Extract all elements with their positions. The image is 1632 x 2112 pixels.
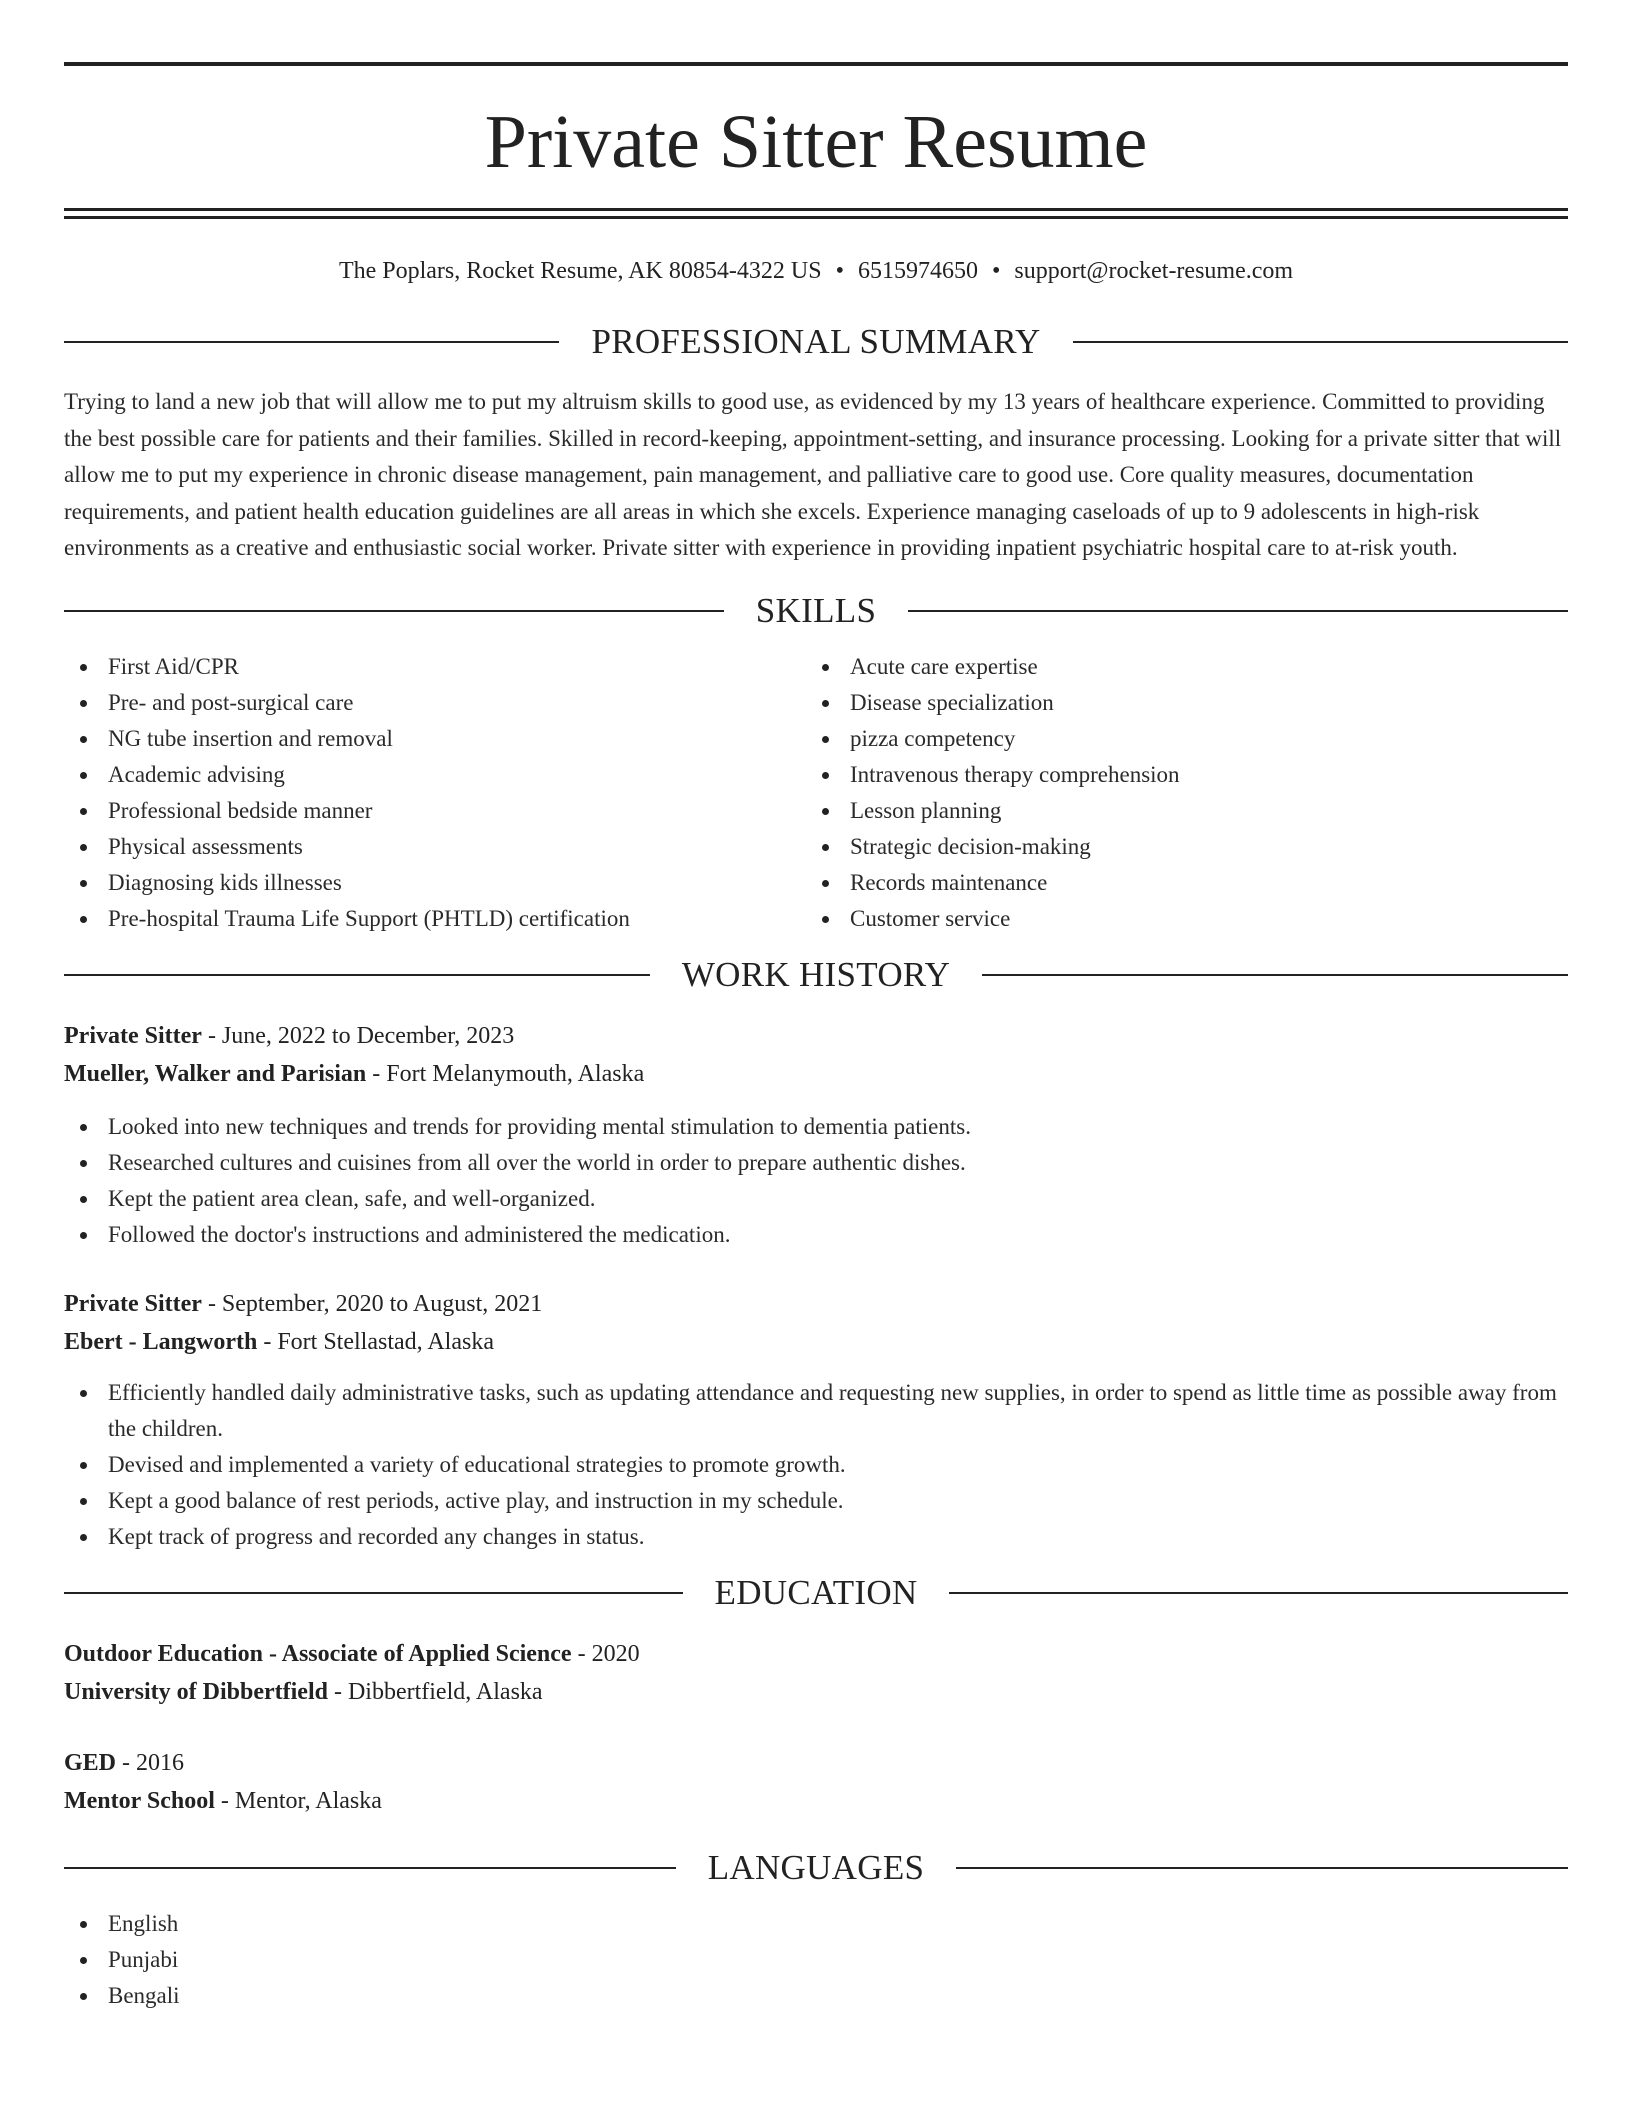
skill-item: Records maintenance: [806, 865, 1548, 901]
contact-separator: •: [991, 258, 1001, 284]
school-name: Mentor School: [64, 1787, 215, 1814]
skill-item: Disease specialization: [806, 685, 1548, 721]
languages-list: [64, 1906, 1568, 2014]
duty-item: Efficiently handled daily administrative tasks, such as updating attendance and requesting new supplies, in order to spend as little time as possible away from the children.: [64, 1375, 1568, 1447]
degree-name: Outdoor Education - Associate of Applied Science: [64, 1640, 572, 1667]
job-entry: [64, 1017, 1568, 1253]
top-rule: [64, 62, 1568, 66]
skill-item: Acute care expertise: [806, 649, 1548, 685]
job-title-line: [64, 1285, 1568, 1323]
job-location: - Fort Stellastad, Alaska: [257, 1328, 494, 1355]
skill-item: Lesson planning: [806, 793, 1548, 829]
contact-phone: 6515974650: [857, 258, 978, 284]
contact-address: The Poplars, Rocket Resume, AK 80854-4322 US: [338, 258, 822, 284]
duty-item: Kept the patient area clean, safe, and well-organized.: [64, 1181, 1568, 1217]
skill-item: Customer service: [806, 901, 1548, 937]
job-company: Ebert - Langworth: [64, 1328, 258, 1355]
heading-rule: [64, 610, 724, 612]
education-entry: [64, 1744, 1568, 1820]
school-line: [64, 1782, 1568, 1820]
degree-year: - 2016: [116, 1749, 185, 1776]
title-double-rule: [64, 208, 1568, 219]
skill-item: Academic advising: [64, 757, 806, 793]
job-dates: - June, 2022 to December, 2023: [201, 1022, 515, 1049]
education-heading-label: EDUCATION: [714, 1572, 918, 1612]
skill-item: Physical assessments: [64, 829, 806, 865]
duty-item: Researched cultures and cuisines from all over the world in order to prepare authentic dishes.: [64, 1145, 1568, 1181]
duty-item: Kept track of progress and recorded any changes in status.: [64, 1519, 1568, 1555]
job-company-line: [64, 1323, 1568, 1361]
skill-item: Diagnosing kids illnesses: [64, 865, 806, 901]
skill-item: pizza competency: [806, 721, 1548, 757]
summary-text: Trying to land a new job that will allow me to put my altruism skills to good use, as evidenced by my 13 years of healthcare experience. Committed to providing the best possible care for patients and their families. Skilled in record-keeping, appointment-setting, and insurance processing. Looking for a private sitter that will allow me to put my experience in chronic disease management, pain management, and palliative care to good use. Core quality measures, documentation requirements, and patient health education guidelines are all areas in which she excels. Experience managing caseloads of up to 9 adolescents in high-risk environments as a creative and enthusiastic social worker. Private sitter with experience in providing inpatient psychiatric hospital care to at-risk youth.: [64, 389, 1562, 560]
duty-item: Devised and implemented a variety of educational strategies to promote growth.: [64, 1447, 1568, 1483]
skill-item: Professional bedside manner: [64, 793, 806, 829]
heading-rule: [949, 1592, 1568, 1594]
skill-item: First Aid/CPR: [64, 649, 806, 685]
contact-line: [64, 255, 1568, 287]
school-line: [64, 1673, 1568, 1711]
skill-item: Pre- and post-surgical care: [64, 685, 806, 721]
summary-section-heading: [64, 322, 1568, 362]
work-heading-label: WORK HISTORY: [681, 954, 951, 994]
contact-email: support@rocket-resume.com: [1014, 258, 1294, 284]
degree-line: [64, 1744, 1568, 1782]
education-entry: [64, 1635, 1568, 1711]
degree-name: GED: [64, 1749, 117, 1776]
job-title-line: [64, 1017, 1568, 1055]
job-duties: [64, 1109, 1568, 1253]
language-item: Punjabi: [64, 1942, 1568, 1978]
duty-item: Looked into new techniques and trends for providing mental stimulation to dementia patients.: [64, 1109, 1568, 1145]
job-dates: - September, 2020 to August, 2021: [201, 1290, 543, 1317]
heading-rule: [64, 1592, 683, 1594]
languages-section-heading: [64, 1848, 1568, 1888]
skill-item: Strategic decision-making: [806, 829, 1548, 865]
job-company: Mueller, Walker and Parisian: [64, 1060, 367, 1087]
heading-rule: [64, 1867, 676, 1869]
skill-item: NG tube insertion and removal: [64, 721, 806, 757]
job-title: Private Sitter: [64, 1290, 202, 1317]
job-entry: [64, 1285, 1568, 1555]
job-duties: [64, 1375, 1568, 1555]
heading-rule: [64, 341, 559, 343]
skills-heading-label: SKILLS: [755, 590, 877, 630]
heading-rule: [908, 610, 1568, 612]
duty-item: Kept a good balance of rest periods, active play, and instruction in my schedule.: [64, 1483, 1568, 1519]
language-item: Bengali: [64, 1978, 1568, 2014]
heading-rule: [956, 1867, 1568, 1869]
job-company-line: [64, 1055, 1568, 1093]
contact-separator: •: [835, 258, 844, 284]
degree-year: - 2020: [571, 1640, 640, 1667]
skills-grid: [64, 649, 1568, 937]
skill-item: Pre-hospital Trauma Life Support (PHTLD) certification: [64, 901, 806, 937]
heading-rule: [982, 974, 1568, 976]
heading-rule: [1073, 341, 1568, 343]
degree-line: [64, 1635, 1568, 1673]
skills-list-right: [806, 649, 1548, 937]
summary-heading-label: PROFESSIONAL SUMMARY: [591, 322, 1041, 361]
school-name: University of Dibbertfield: [64, 1678, 328, 1705]
languages-heading-label: LANGUAGES: [707, 1847, 925, 1887]
language-item: English: [64, 1906, 1568, 1942]
school-location: - Dibbertfield, Alaska: [327, 1678, 543, 1705]
school-location: - Mentor, Alaska: [214, 1787, 382, 1814]
page-title: Private Sitter Resume: [484, 100, 1148, 184]
work-section-heading: [64, 955, 1568, 995]
heading-rule: [64, 974, 650, 976]
job-location: - Fort Melanymouth, Alaska: [366, 1060, 645, 1087]
skills-list-left: [64, 649, 806, 937]
skills-section-heading: [64, 591, 1568, 631]
education-section-heading: [64, 1573, 1568, 1613]
job-title: Private Sitter: [64, 1022, 202, 1049]
duty-item: Followed the doctor's instructions and administered the medication.: [64, 1217, 1568, 1253]
skill-item: Intravenous therapy comprehension: [806, 757, 1548, 793]
